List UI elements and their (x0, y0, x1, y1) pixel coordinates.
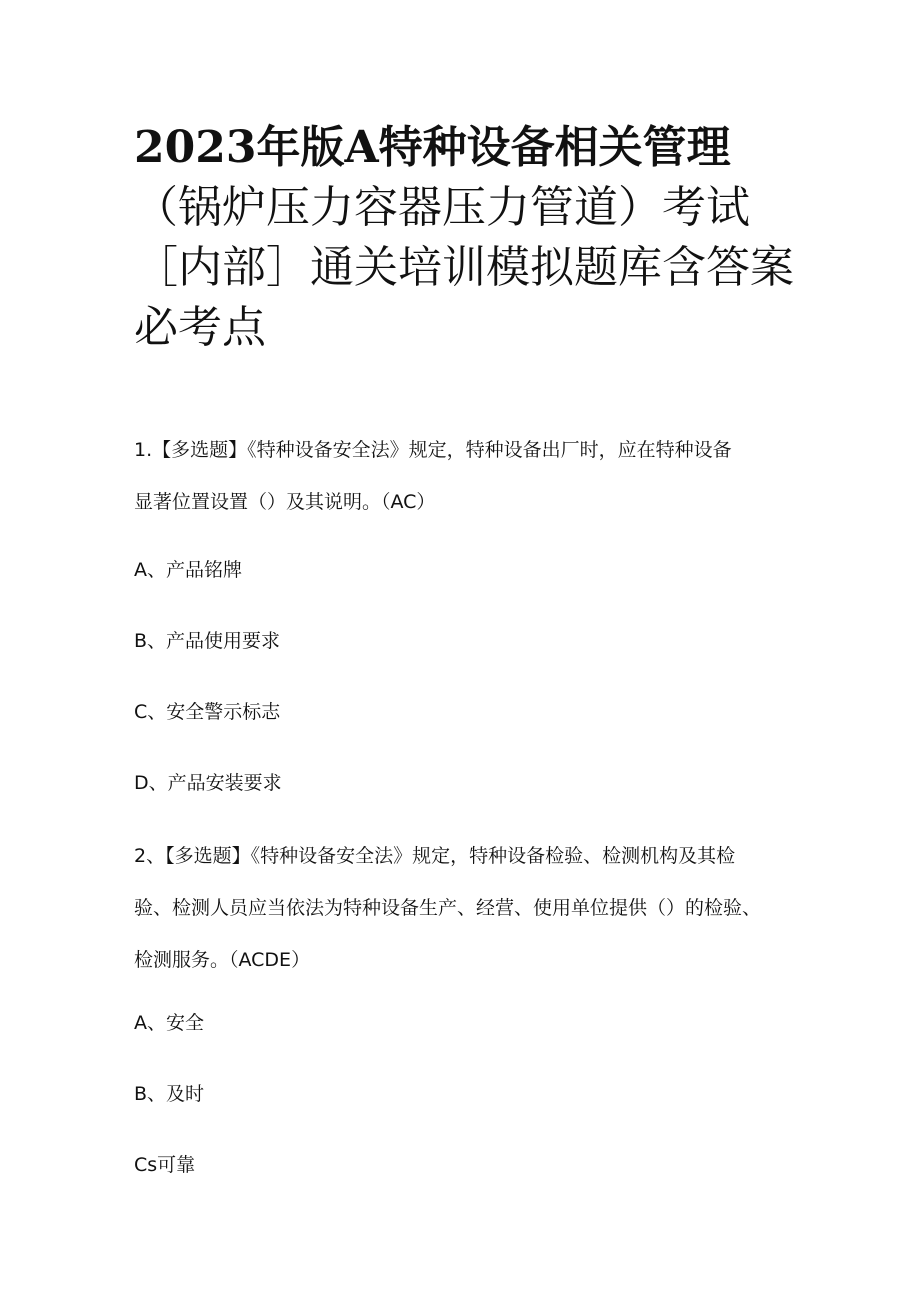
question-1-option-c: C、安全警示标志 (134, 701, 281, 723)
question-2-option-c: Cs可靠 (134, 1154, 196, 1176)
title-line-4: 必考点 (134, 302, 266, 353)
question-2-line-2: 验、检测人员应当依法为特种设备生产、经营、使用单位提供（）的检验、 (134, 897, 762, 919)
question-1-option-b: B、产品使用要求 (134, 630, 281, 652)
question-2-text (134, 830, 814, 986)
question-2-line-3: 检测服务。（ACDE） (134, 949, 311, 971)
question-1-text (134, 424, 814, 528)
question-2-line-1: 2、【多选题】《特种设备安全法》规定，特种设备检验、检测机构及其检 (134, 845, 736, 867)
question-1-line-2: 显著位置设置（）及其说明。（AC） (134, 491, 436, 513)
title-line-2: （锅炉压力容器压力管道）考试 (134, 182, 750, 233)
title-line-3: ［内部］通关培训模拟题库含答案 (134, 242, 794, 293)
question-2-option-b: B、及时 (134, 1083, 205, 1105)
question-1-line-1: 1.【多选题】《特种设备安全法》规定，特种设备出厂时，应在特种设备 (134, 439, 732, 461)
question-2-option-a: A、安全 (134, 1012, 204, 1034)
question-1-option-a: A、产品铭牌 (134, 559, 242, 581)
document-title (134, 118, 814, 358)
title-line-1: 2023年版A特种设备相关管理 (134, 122, 731, 173)
question-1-option-d: D、产品安装要求 (134, 772, 282, 794)
